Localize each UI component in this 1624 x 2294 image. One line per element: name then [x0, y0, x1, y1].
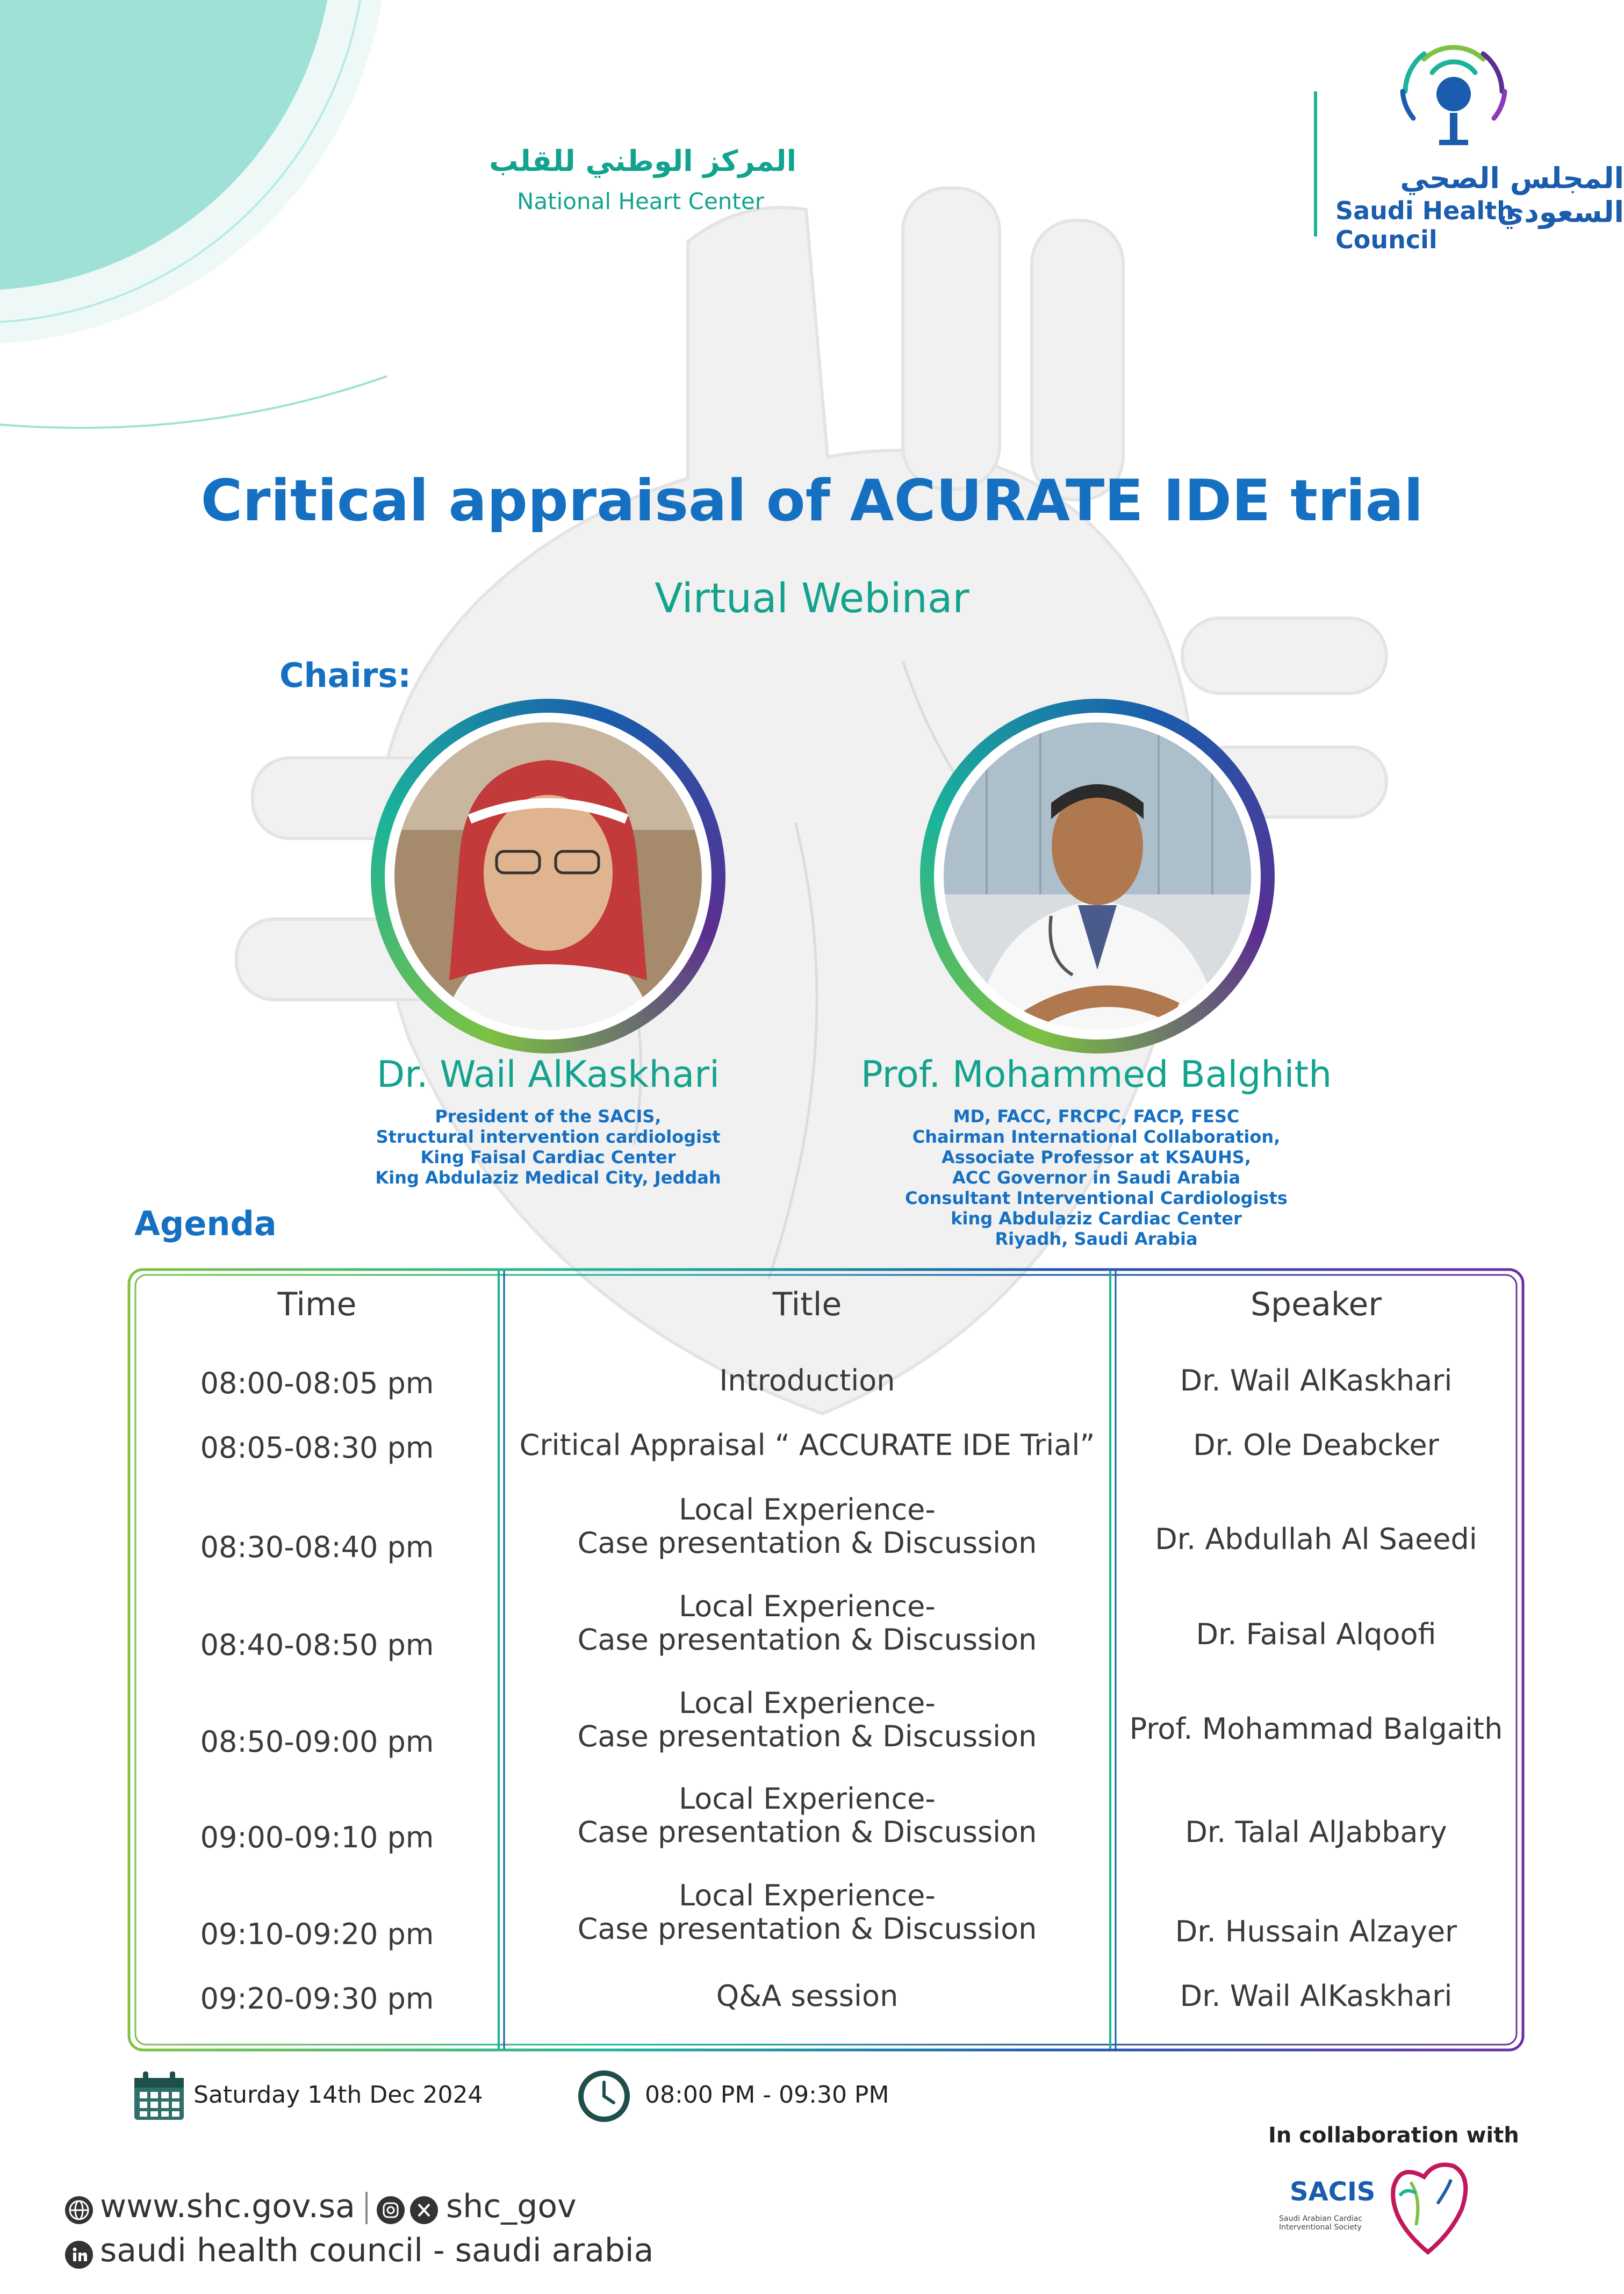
event-title: Critical appraisal of ACURATE IDE trial: [200, 468, 1424, 534]
row-2-title: Critical Appraisal “ ACCURATE IDE Trial”: [519, 1428, 1095, 1462]
header-title: Title: [772, 1286, 842, 1323]
footer-divider: [365, 2192, 368, 2224]
social-handle[interactable]: shc_gov: [446, 2188, 577, 2225]
chair-1-credentials: [333, 1106, 763, 1188]
collaboration-label: In collaboration with: [1268, 2123, 1519, 2148]
chair-2-cred-line: Chairman International Collaboration,: [912, 1127, 1281, 1147]
linkedin-icon[interactable]: [64, 2240, 94, 2269]
logo-divider: [1314, 91, 1317, 236]
event-subtitle: Virtual Webinar: [655, 574, 969, 622]
row-3-speaker: Dr. Abdullah Al Saeedi: [1155, 1522, 1477, 1556]
sacis-full-name: Saudi Arabian Cardiac Interventional Society: [1279, 2214, 1363, 2232]
shc-emblem-logo: [1392, 32, 1515, 156]
row-5-title-line-2: Case presentation & Discussion: [577, 1719, 1037, 1753]
row-3-title-line-1: Local Experience-: [679, 1493, 936, 1526]
header-speaker: Speaker: [1250, 1286, 1382, 1323]
row-6-speaker: Dr. Talal AlJabbary: [1185, 1815, 1447, 1849]
chair-1-cred-line: President of the SACIS,: [435, 1106, 662, 1127]
chair-1-cred-line: King Abdulaziz Medical City, Jeddah: [375, 1167, 721, 1188]
row-3-time: 08:30-08:40 pm: [200, 1530, 434, 1564]
calendar-icon: [132, 2070, 186, 2122]
row-5-title-line-1: Local Experience-: [679, 1686, 936, 1720]
row-7-title-line-1: Local Experience-: [679, 1879, 936, 1912]
chair-1-cred-line: Structural intervention cardiologist: [376, 1127, 721, 1147]
chair-2-name: Prof. Mohammed Balghith: [860, 1053, 1332, 1096]
chair-2-cred-line: ACC Governor in Saudi Arabia: [952, 1167, 1241, 1188]
chair-1-name: Dr. Wail AlKaskhari: [376, 1053, 720, 1096]
row-4-title-line-1: Local Experience-: [679, 1589, 936, 1623]
chair-2-cred-line: MD, FACC, FRCPC, FACP, FESC: [953, 1106, 1240, 1127]
row-5-time: 08:50-09:00 pm: [200, 1725, 434, 1759]
row-4-time: 08:40-08:50 pm: [200, 1628, 434, 1662]
row-6-time: 09:00-09:10 pm: [200, 1820, 434, 1854]
chair-2-cred-line: Associate Professor at KSAUHS,: [942, 1147, 1251, 1167]
x-icon[interactable]: [409, 2196, 439, 2225]
event-time: 08:00 PM - 09:30 PM: [645, 2081, 889, 2109]
nhc-arabic-name: المركز الوطني للقلب: [489, 144, 796, 178]
chair-1-cred-line: King Faisal Cardiac Center: [420, 1147, 676, 1167]
row-1-speaker: Dr. Wail AlKaskhari: [1180, 1364, 1453, 1397]
row-8-time: 09:20-09:30 pm: [200, 1982, 434, 2016]
sacis-logo: [1279, 2155, 1472, 2263]
row-7-title-line-2: Case presentation & Discussion: [577, 1912, 1037, 1946]
nhc-english-name: National Heart Center: [517, 188, 764, 214]
shc-english-name: Saudi Health Council: [1335, 196, 1514, 254]
row-7-speaker: Dr. Hussain Alzayer: [1175, 1915, 1457, 1948]
chairs-label: Chairs:: [279, 656, 412, 695]
row-5-speaker: Prof. Mohammad Balgaith: [1129, 1712, 1503, 1746]
chair-1-photo: [394, 722, 702, 1030]
globe-icon: [64, 2196, 94, 2225]
shc-arabic-name: المجلس الصحي السعودي: [1400, 161, 1624, 229]
clock-icon: [576, 2068, 632, 2124]
header-time: Time: [277, 1286, 357, 1323]
chair-2-cred-line: Consultant Interventional Cardiologists: [905, 1188, 1288, 1208]
row-2-time: 08:05-08:30 pm: [200, 1431, 434, 1465]
agenda-label: Agenda: [134, 1204, 277, 1243]
instagram-icon[interactable]: [376, 2196, 405, 2225]
row-4-title-line-2: Case presentation & Discussion: [577, 1623, 1037, 1657]
agenda-table: [127, 1267, 1525, 2052]
row-8-speaker: Dr. Wail AlKaskhari: [1180, 1979, 1453, 2013]
website-link[interactable]: www.shc.gov.sa: [100, 2188, 355, 2225]
event-date: Saturday 14th Dec 2024: [193, 2081, 483, 2109]
linkedin-link[interactable]: saudi health council - saudi arabia: [100, 2232, 654, 2269]
sacis-heart-icon: [1384, 2155, 1472, 2260]
row-1-time: 08:00-08:05 pm: [200, 1366, 434, 1400]
chair-2-photo: [944, 722, 1251, 1030]
sacis-name: SACIS: [1290, 2177, 1376, 2207]
chair-1-photo-frame: [371, 699, 725, 1053]
row-8-title: Q&A session: [716, 1979, 899, 2013]
chair-2-cred-line: Riyadh, Saudi Arabia: [995, 1229, 1198, 1249]
row-6-title-line-2: Case presentation & Discussion: [577, 1815, 1037, 1849]
chair-2-credentials: [828, 1106, 1365, 1249]
chair-2-photo-frame: [920, 699, 1275, 1053]
row-1-title: Introduction: [719, 1364, 895, 1397]
row-7-time: 09:10-09:20 pm: [200, 1917, 434, 1951]
row-6-title-line-1: Local Experience-: [679, 1782, 936, 1816]
row-2-speaker: Dr. Ole Deabcker: [1193, 1428, 1439, 1462]
row-3-title-line-2: Case presentation & Discussion: [577, 1526, 1037, 1560]
row-4-speaker: Dr. Faisal Alqoofi: [1196, 1617, 1436, 1651]
chair-2-cred-line: king Abdulaziz Cardiac Center: [951, 1208, 1242, 1229]
